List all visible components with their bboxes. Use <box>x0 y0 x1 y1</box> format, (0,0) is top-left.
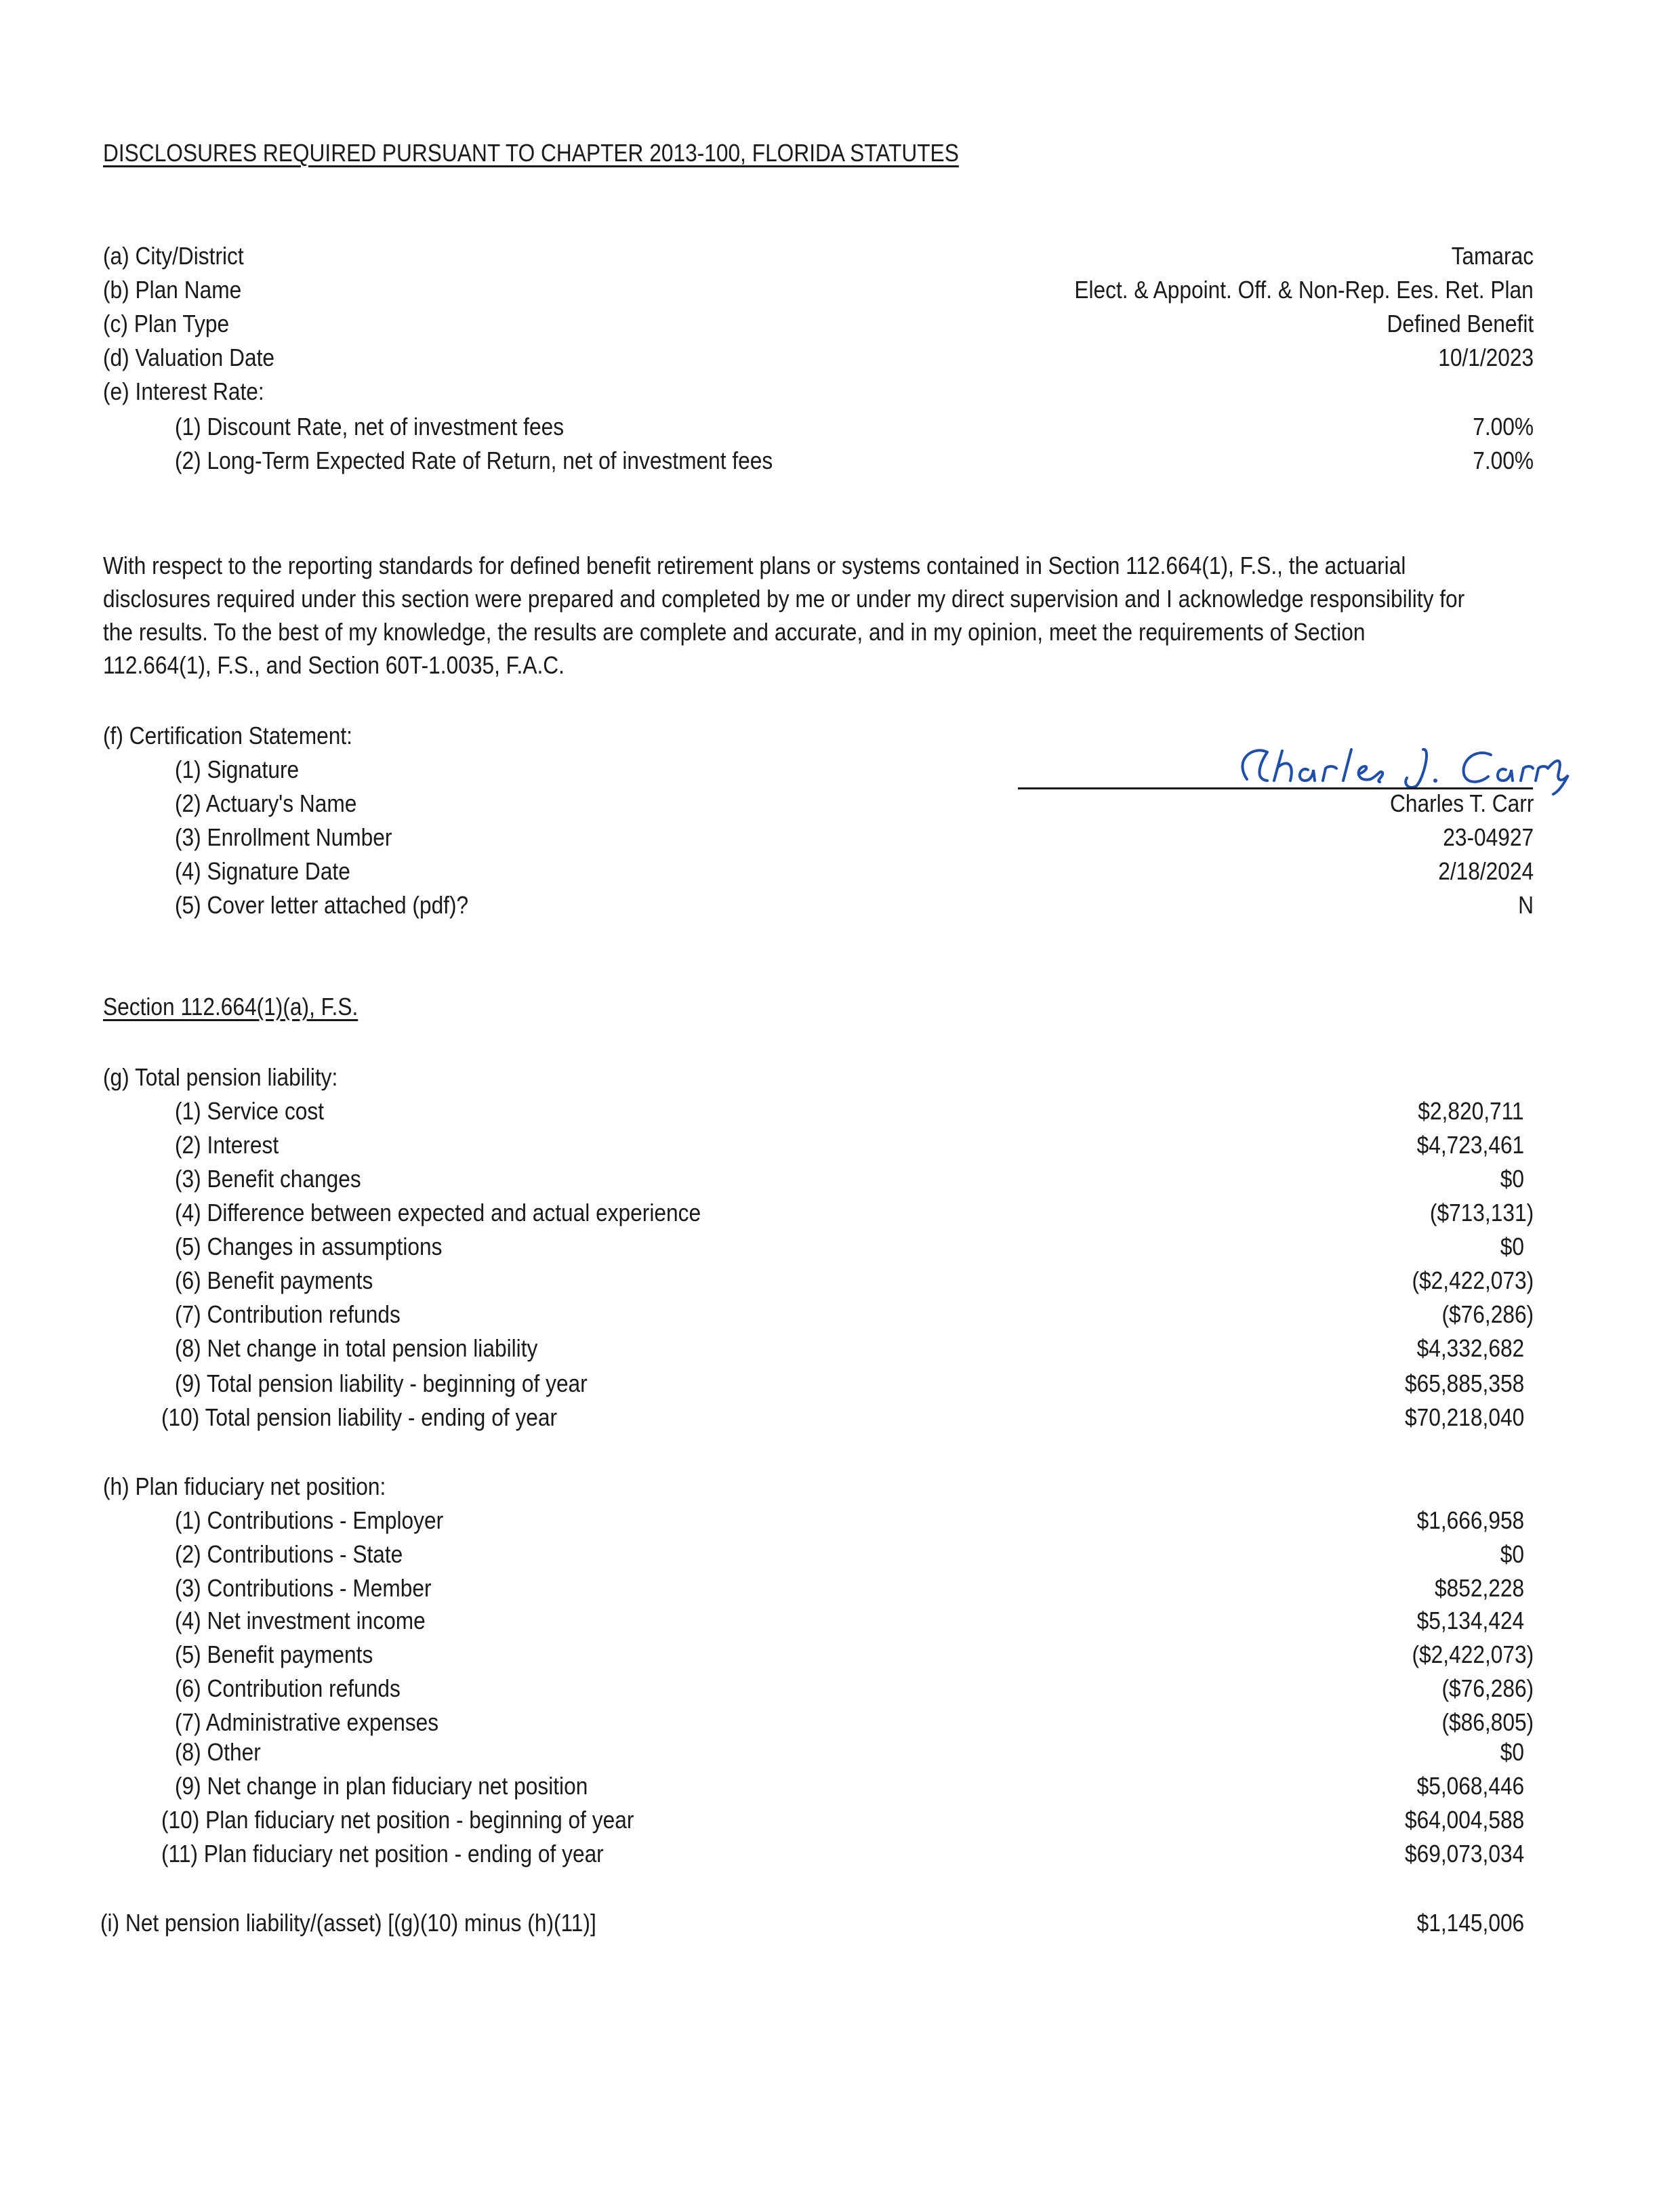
fnp-item-value: $852,228 <box>1434 1574 1524 1602</box>
tpl-item-label: (10) Total pension liability - ending of year <box>161 1403 558 1431</box>
tpl-item-value: $2,820,711 <box>1418 1097 1524 1125</box>
fnp-item-value: $69,073,034 <box>1404 1840 1524 1867</box>
fnp-item-value: $0 <box>1500 1540 1524 1568</box>
tpl-item-label: (4) Difference between expected and actual experience <box>175 1199 701 1226</box>
cover-letter-label: (5) Cover letter attached (pdf)? <box>175 891 469 919</box>
fnp-item-label: (6) Contribution refunds <box>175 1674 401 1702</box>
tpl-item-value: ($76,286) <box>1441 1300 1534 1328</box>
tpl-item-value: ($2,422,073) <box>1412 1266 1534 1294</box>
discount-rate-label: (1) Discount Rate, net of investment fees <box>175 413 565 440</box>
enrollment-number-value: 23-04927 <box>1443 823 1534 851</box>
enrollment-number-label: (3) Enrollment Number <box>175 823 392 851</box>
valuation-date-value: 10/1/2023 <box>1438 344 1534 371</box>
fnp-item-label: (8) Other <box>175 1738 261 1766</box>
expected-return-value: 7.00% <box>1473 447 1534 474</box>
tpl-item-value: $0 <box>1500 1233 1524 1260</box>
tpl-item-value: $4,723,461 <box>1416 1131 1524 1159</box>
actuary-name-label: (2) Actuary's Name <box>175 789 357 817</box>
fnp-item-value: $5,134,424 <box>1416 1607 1524 1634</box>
interest-rate-label: (e) Interest Rate: <box>103 377 264 405</box>
fnp-item-label: (7) Administrative expenses <box>175 1708 439 1736</box>
fnp-item-value: ($86,805) <box>1441 1708 1534 1736</box>
fnp-item-label: (1) Contributions - Employer <box>175 1506 444 1534</box>
tpl-label: (g) Total pension liability: <box>103 1063 338 1091</box>
tpl-item-value: $4,332,682 <box>1416 1334 1524 1362</box>
fnp-item-value: $0 <box>1500 1738 1524 1766</box>
certification-label: (f) Certification Statement: <box>103 722 352 749</box>
fnp-item-label: (10) Plan fiduciary net position - beginning of year <box>161 1806 634 1834</box>
fnp-item-value: ($76,286) <box>1441 1674 1534 1702</box>
tpl-item-value: $70,218,040 <box>1404 1403 1524 1431</box>
discount-rate-value: 7.00% <box>1473 413 1534 440</box>
valuation-date-label: (d) Valuation Date <box>103 344 274 371</box>
signature-date-value: 2/18/2024 <box>1438 857 1534 885</box>
tpl-item-value: $65,885,358 <box>1404 1369 1524 1397</box>
fnp-item-label: (2) Contributions - State <box>175 1540 403 1568</box>
fnp-item-label: (4) Net investment income <box>175 1607 426 1634</box>
city-district-label: (a) City/District <box>103 242 244 270</box>
tpl-item-label: (5) Changes in assumptions <box>175 1233 443 1260</box>
cover-letter-value: N <box>1518 891 1534 919</box>
fnp-item-label: (5) Benefit payments <box>175 1640 373 1668</box>
tpl-item-label: (1) Service cost <box>175 1097 325 1125</box>
plan-type-value: Defined Benefit <box>1387 310 1534 337</box>
plan-type-label: (c) Plan Type <box>103 310 230 337</box>
fnp-item-label: (9) Net change in plan fiduciary net position <box>175 1772 588 1800</box>
document-heading: DISCLOSURES REQUIRED PURSUANT TO CHAPTER 2013-100, FLORIDA STATUTES <box>103 139 959 167</box>
tpl-item-value: ($713,131) <box>1429 1199 1534 1226</box>
npl-value: $1,145,006 <box>1416 1909 1524 1937</box>
plan-name-value: Elect. & Appoint. Off. & Non-Rep. Ees. Ret. Plan <box>1074 276 1534 304</box>
fnp-item-label: (3) Contributions - Member <box>175 1574 432 1602</box>
fnp-item-value: ($2,422,073) <box>1412 1640 1534 1668</box>
npl-label: (i) Net pension liability/(asset) [(g)(10) minus (h)(11)] <box>100 1909 596 1937</box>
fnp-label: (h) Plan fiduciary net position: <box>103 1472 386 1500</box>
fnp-item-value: $64,004,588 <box>1404 1806 1524 1834</box>
tpl-item-label: (3) Benefit changes <box>175 1165 361 1193</box>
actuary-name-value: Charles T. Carr <box>1389 789 1534 817</box>
plan-name-label: (b) Plan Name <box>103 276 242 304</box>
fnp-item-value: $5,068,446 <box>1416 1772 1524 1800</box>
tpl-item-label: (7) Contribution refunds <box>175 1300 401 1328</box>
tpl-item-label: (2) Interest <box>175 1131 279 1159</box>
signature-label: (1) Signature <box>175 756 300 783</box>
expected-return-label: (2) Long-Term Expected Rate of Return, net of investment fees <box>175 447 773 474</box>
tpl-item-label: (8) Net change in total pension liability <box>175 1334 538 1362</box>
section-title: Section 112.664(1)(a), F.S. <box>103 993 358 1020</box>
tpl-item-label: (6) Benefit payments <box>175 1266 373 1294</box>
tpl-item-label: (9) Total pension liability - beginning of year <box>175 1369 588 1397</box>
certification-paragraph: With respect to the reporting standards for defined benefit retirement plans or systems contained in Section 112.664(1), F.S., the actuarial disclosures required under this section were prepared and completed by me or under my direct supervision and I acknowledge responsibility for the results. To the best of my knowledge, the results are complete and accurate, and in my opinion, meet the requirements of Section 112.664(1), F.S., and Section 60T-1.0035, F.A.C. <box>103 552 1465 679</box>
city-district-value: Tamarac <box>1451 242 1534 270</box>
tpl-item-value: $0 <box>1500 1165 1524 1193</box>
signature-date-label: (4) Signature Date <box>175 857 350 885</box>
fnp-item-value: $1,666,958 <box>1416 1506 1524 1534</box>
fnp-item-label: (11) Plan fiduciary net position - ending of year <box>161 1840 604 1867</box>
